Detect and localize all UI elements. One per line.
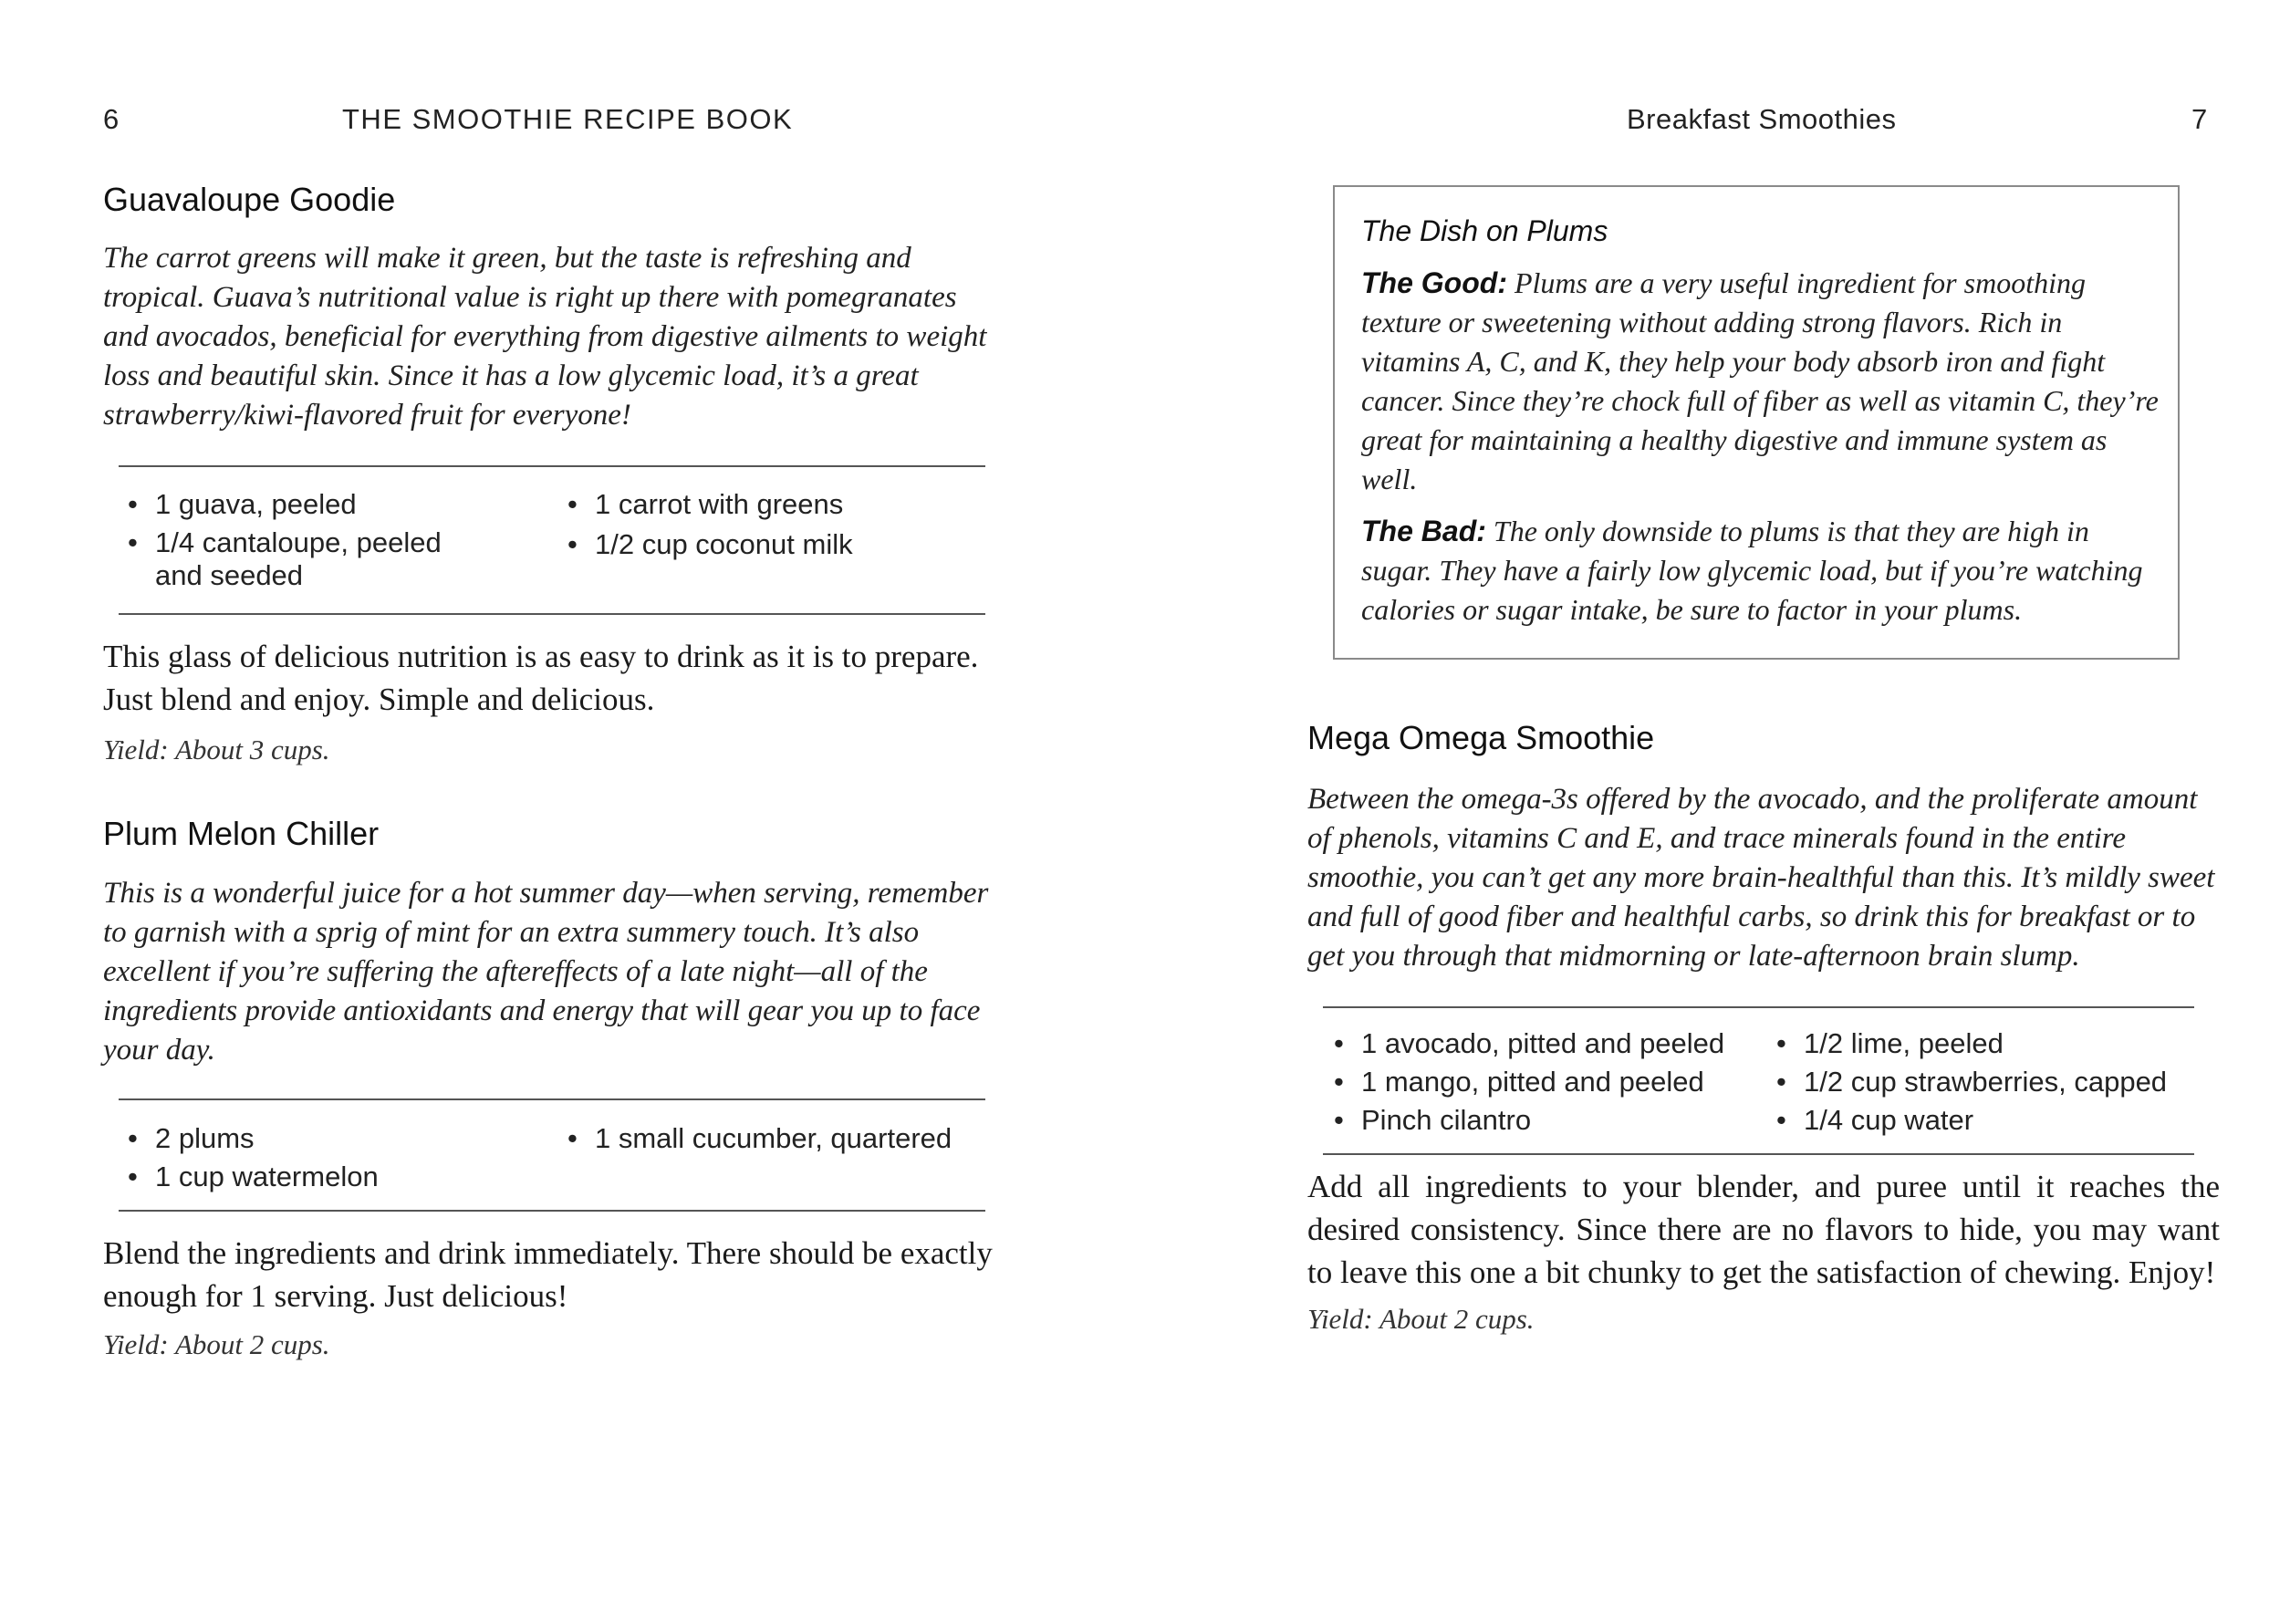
recipe-intro: This is a wonderful juice for a hot summer day—when serving, remember to garnish with a sprig of mint for an extra summery touch. It’s also excellent if you’re suffering the aftereffects of a late night—all of the ingredients provide antioxidants and energy that will gear you up to face your day. xyxy=(103,877,989,1067)
divider xyxy=(119,1210,985,1212)
recipe-directions: Blend the ingredients and drink immediately. There should be exactly enough for 1 serving. Just delicious! xyxy=(103,1235,993,1314)
ingredient-item: • 1/2 cup strawberries, capped xyxy=(1776,1064,2214,1100)
recipe-title: Plum Melon Chiller xyxy=(103,815,380,852)
ingredient-item: • 1 small cucumber, quartered xyxy=(567,1120,987,1157)
page-number: 6 xyxy=(103,103,120,135)
recipe-title: Guavaloupe Goodie xyxy=(103,181,396,218)
recipe-intro: The carrot greens will make it green, but the taste is refreshing and tropical. Guava’s nutritional value is right up there with pomegranates and avocados, beneficial for everything from digestive ailments to weight loss and beautiful skin. Since it has a low glycemic load, it’s a great strawberry/kiwi-flavored fruit for everyone! xyxy=(103,242,987,432)
ingredient-item: • 1/2 lime, peeled xyxy=(1776,1025,2214,1062)
recipe-title: Mega Omega Smoothie xyxy=(1307,719,1655,756)
sidebar-bad-text: The only downside to plums is that they are high in sugar. They have a fairly low glycemic load, but if you’re watching calories or sugar intake, be sure to factor in your plums. xyxy=(1361,515,2143,626)
sidebar-bad-label: The Bad: xyxy=(1361,515,1486,547)
ingredient-item: • Pinch cilantro xyxy=(1334,1102,1763,1139)
recipe-directions: Add all ingredients to your blender, and puree until it reaches the desired consistency. Since there are no flavors to hide, you may want to leave this one a bit chunky to get the satisfaction of chewing. Enjoy! xyxy=(1307,1169,2220,1290)
ingredient-item: • 1 mango, pitted and peeled xyxy=(1334,1064,1763,1100)
sidebar-box xyxy=(1333,185,2180,660)
divider xyxy=(119,465,985,467)
divider xyxy=(1323,1006,2194,1008)
ingredients-list xyxy=(567,486,969,563)
running-head: Breakfast Smoothies xyxy=(1627,103,1897,135)
ingredient-item: • 1/4 cantaloupe, peeled and seeded xyxy=(128,526,493,592)
ingredient-item: • 1 cup watermelon xyxy=(128,1159,493,1195)
ingredients-list xyxy=(1776,1025,2214,1139)
ingredients-list xyxy=(128,486,493,592)
ingredient-item: • 1/4 cup water xyxy=(1776,1102,2214,1139)
ingredient-item: • 1 avocado, pitted and peeled xyxy=(1334,1025,1763,1062)
ingredient-item: • 2 plums xyxy=(128,1120,493,1157)
divider xyxy=(1323,1153,2194,1155)
recipe-yield: Yield: About 2 cups. xyxy=(1307,1303,1535,1335)
page-number: 7 xyxy=(2191,103,2209,135)
sidebar-good-label: The Good: xyxy=(1361,266,1507,299)
ingredients-list xyxy=(1334,1025,1763,1139)
recipe-yield: Yield: About 3 cups. xyxy=(103,734,330,765)
ingredient-item: • 1/2 cup coconut milk xyxy=(567,526,969,563)
divider xyxy=(119,613,985,615)
sidebar-title: The Dish on Plums xyxy=(1361,214,1608,247)
divider xyxy=(119,1098,985,1100)
sidebar-good-text: Plums are a very useful ingredient for smoothing texture or sweetening without adding strong flavors. Rich in vitamins A, C, and K, they help your body absorb iron and fight cancer. Since they’re chock full of fiber as well as vitamin C, they’re great for maintaining a healthy digestive and immune system as well. xyxy=(1361,266,2159,495)
sidebar-bad-paragraph xyxy=(1361,512,2164,630)
right-page xyxy=(1145,0,2290,1624)
recipe-directions: This glass of delicious nutrition is as easy to drink as it is to prepare. Just blend and enjoy. Simple and delicious. xyxy=(103,639,979,717)
ingredient-item: • 1 guava, peeled xyxy=(128,486,493,523)
ingredients-list xyxy=(128,1120,493,1195)
recipe-yield: Yield: About 2 cups. xyxy=(103,1328,330,1360)
recipe-intro: Between the omega-3s offered by the avocado, and the proliferate amount of phenols, vitamins C and E, and trace minerals found in the entire smoothie, you can’t get any more brain-healthful than this. It’s mildly sweet and full of good fiber and healthful carbs, so drink this for breakfast or to get you through that midmorning or late-afternoon brain slump. xyxy=(1307,783,2215,973)
ingredients-list xyxy=(567,1120,987,1157)
running-head: THE SMOOTHIE RECIPE BOOK xyxy=(342,103,794,135)
sidebar-good-paragraph xyxy=(1361,264,2164,499)
ingredient-item: • 1 carrot with greens xyxy=(567,486,969,523)
